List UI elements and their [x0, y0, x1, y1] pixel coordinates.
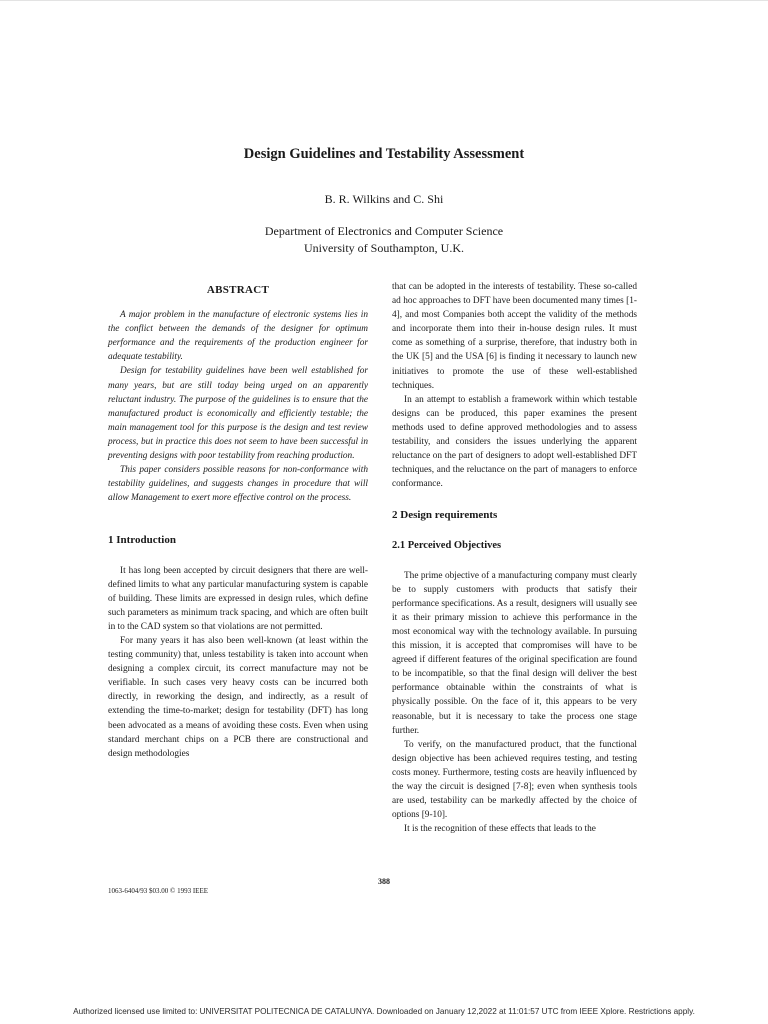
body-paragraph: For many years it has also been well-known (at least within the testing community) that, unless testability is taken into account when designing a complex circuit, its correct manufacture may not be verifiable. In such cases very heavy costs can be incurred both directly, in reworking the design, and indirectly, as a result of extending the time-to-market; design for testability (DFT) has long been advocated as a means of avoiding these costs. Even when using standard merchant chips on a PCB there are constructional and design methodologies: [108, 635, 368, 759]
section-heading-introduction: 1 Introduction: [108, 534, 176, 547]
abstract-paragraph: A major problem in the manufacture of electronic systems lies in the conflict between the demands of the designer for optimum performance and the requirements of the production engineer for adequate testability.: [108, 310, 368, 363]
license-footer: Authorized licensed use limited to: UNIVERSITAT POLITECNICA DE CATALUNYA. Downloaded on January 12,2022 at 11:01:57 UTC from IEEE Xplore. Restrictions apply.: [73, 1007, 695, 1016]
top-rule: [0, 0, 768, 1]
subsection-heading-perceived-objectives: 2.1 Perceived Objectives: [392, 539, 502, 551]
body-paragraph: To verify, on the manufactured product, that the functional design objective has been achieved requires testing, and testing costs money. Furthermore, testing costs are heavily influenced by the way the circuit is designed [7-8]; even when synthesis tools are used, testability can be markedly affected by the choice of options [9-10].: [392, 739, 637, 821]
body-paragraph: It is the recognition of these effects that leads to the: [404, 824, 596, 835]
abstract-paragraph: Design for testability guidelines have been well established for many years, but are still today being urged on an apparently reluctant industry. The purpose of the guidelines is to ensure that the manufactured product is economically and efficiently testable; the main management tool for this purpose is the design and test review process, but in practice this does not seem to have been successful in preventing designs with poor testability from reaching production.: [108, 366, 368, 462]
body-paragraph: In an attempt to establish a framework within which testable designs can be produced, this paper examines the present methods used to define approved methodologies and to assess testability, and considers the issues underlying the apparent reluctance on the part of designers to adopt well-established DFT techniques, and the reluctance on the part of managers to enforce conformance.: [392, 394, 637, 490]
copyright-notice: 1063-6404/93 $03.00 © 1993 IEEE: [108, 887, 209, 895]
affiliation-department: Department of Electronics and Computer Science: [264, 224, 504, 238]
body-paragraph: The prime objective of a manufacturing company must clearly be to supply customers with products that satisfy their performance specifications. As a result, designers will usually see it as their primary mission to achieve this performance in the most economical way with the technology available. In pursuing this mission, it is accepted that compromises will have to be agreed if different features of the original specification are found to be incompatible, so that the final design will deliver the best performance obtainable within the constraints of what is physically possible. On the face of it, this appears to be very reasonable, but it is necessary to take the process one stage further.: [392, 570, 637, 736]
abstract-paragraph: This paper considers possible reasons for non-conformance with testability guidelines, and suggests changes in procedure that will allow Management to exert more effective control on the process.: [108, 465, 368, 504]
affiliation: [0, 223, 768, 257]
body-paragraph: It has long been accepted by circuit designers that there are well-defined limits to what any particular manufacturing system is capable of building. These limits are expressed in design rules, which define such parameters as minimum track spacing, and which are often built in to the CAD system so that violations are not permitted.: [108, 565, 368, 632]
paper-title: Design Guidelines and Testability Assessment: [243, 146, 525, 162]
right-column: [392, 280, 637, 836]
body-paragraph: that can be adopted in the interests of testability. These so-called ad hoc approaches to DFT have been documented many times [1-4], and most Companies both accept the validity of the methods and incorporate them into their in-house design rules. It must come as something of a surprise, therefore, that industry both in the UK [5] and the USA [6] is finding it necessary to launch new initiatives to promote the use of these well-established techniques.: [392, 282, 637, 391]
left-column: [108, 280, 368, 761]
abstract: [108, 283, 368, 505]
paper-authors: B. R. Wilkins and C. Shi: [324, 192, 444, 206]
affiliation-university: University of Southampton, U.K.: [304, 241, 464, 255]
page-number: 388: [378, 877, 390, 886]
section-heading-design-requirements: 2 Design requirements: [392, 509, 498, 522]
abstract-heading: ABSTRACT: [206, 284, 270, 296]
